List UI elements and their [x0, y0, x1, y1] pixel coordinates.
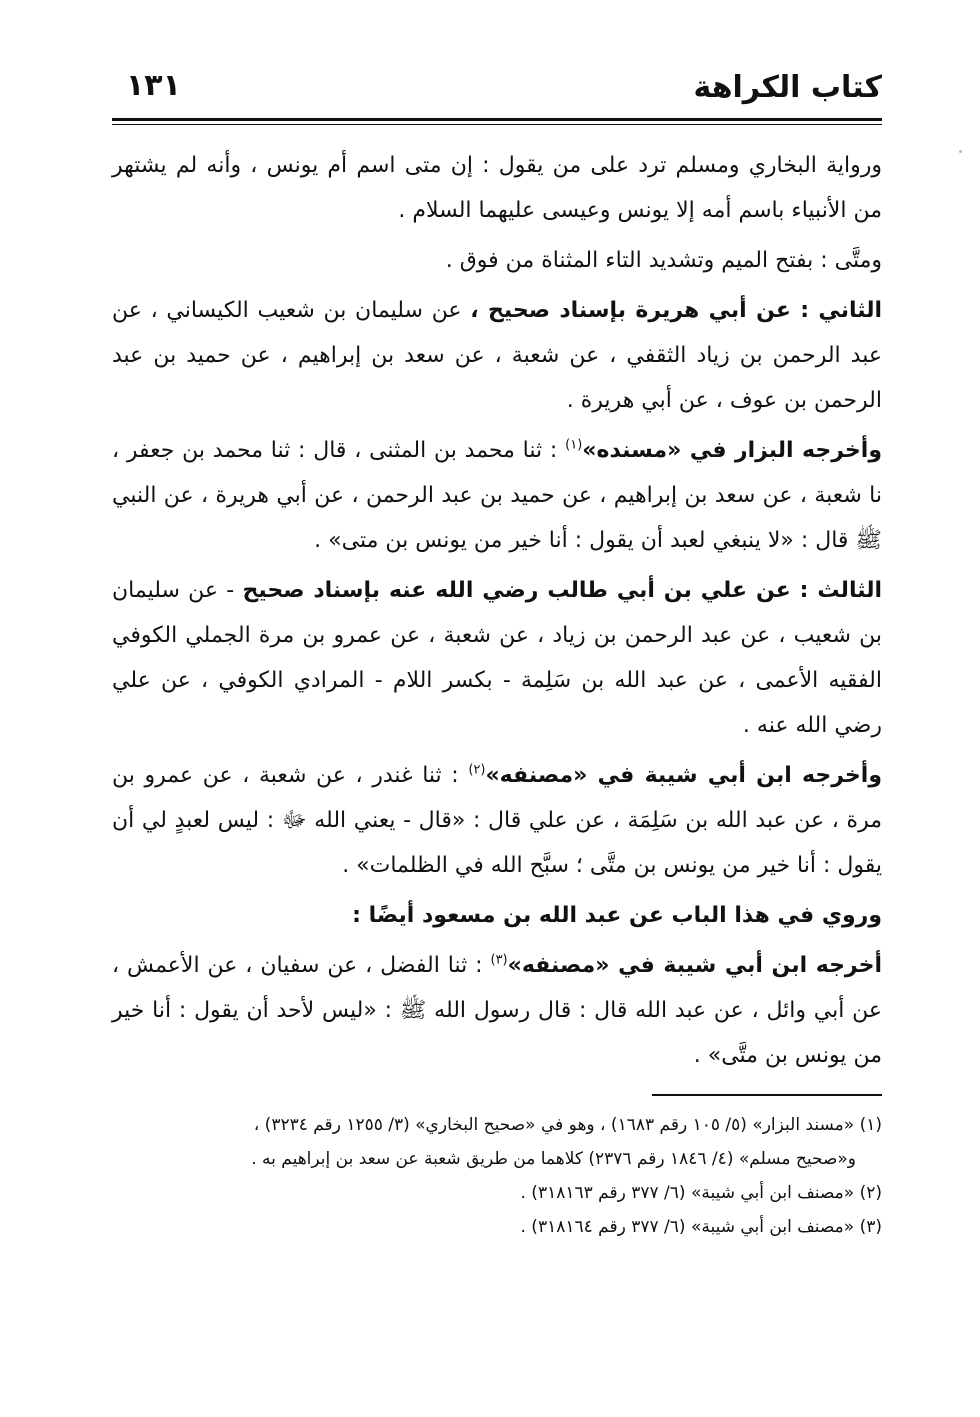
- paragraph-lead: أخرجه ابن أبي شيبة في «مصنفه»: [507, 953, 883, 978]
- paragraph-text: ومتَّى : بفتح الميم وتشديد التاء المثناة من فوق .: [445, 248, 882, 273]
- paragraph-8: [112, 943, 882, 1078]
- footnote-marker[interactable]: (٢): [468, 762, 486, 778]
- paragraph-7: [112, 893, 882, 938]
- footnote-1: (١) «مسند البزار» (٥/ ١٠٥ رقم ١٦٨٣) ، وهو في «صحيح البخاري» (٣/ ١٢٥٥ رقم ٣٢٣٤) ،: [253, 1115, 882, 1135]
- page-number: ١٣١: [126, 68, 181, 103]
- paragraph-lead: الثالث : عن علي بن أبي طالب رضي الله عنه بإسناد صحيح: [242, 578, 882, 603]
- paragraph-2: [112, 238, 882, 283]
- paragraph-lead: وأخرجه ابن أبي شيبة في «مصنفه»: [485, 763, 882, 788]
- paragraph-5: [112, 568, 882, 748]
- margin-speck: [959, 150, 962, 153]
- paragraph-1: [112, 143, 882, 233]
- footnote-marker[interactable]: (١): [565, 437, 583, 453]
- paragraph-text: - عن سليمان بن شعيب ، عن عبد الرحمن بن زياد ، عن شعبة ، عن عمرو بن مرة الجملي الكوفي الفقيه الأعمى ، عن عبد الله بن سَلِمة - بكسر اللام - المرادي الكوفي ، عن علي رضي الله عنه .: [112, 578, 882, 738]
- header-rule-thick: [112, 118, 882, 121]
- paragraph-text: عن سليمان بن شعيب الكيساني ، عن عبد الرحمن بن زياد الثقفي ، عن شعبة ، عن سعد بن إبراهيم ، عن حميد بن عبد الرحمن بن عوف ، عن أبي هريرة .: [112, 298, 882, 413]
- footnote-marker[interactable]: (٣): [490, 952, 508, 968]
- book-page: [112, 60, 882, 1244]
- footnotes: [112, 1108, 882, 1244]
- footnote-2: (٢) «مصنف ابن أبي شيبة» (٦/ ٣٧٧ رقم ٣١٨١٦٣) .: [520, 1183, 882, 1203]
- paragraph-3: [112, 288, 882, 423]
- paragraph-4: [112, 428, 882, 563]
- paragraph-text: : ثنا الفضل ، عن سفيان ، عن الأعمش ، عن أبي وائل ، عن عبد الله قال : قال رسول الله ﷺ : «ليس لأحد أن يقول : أنا خير من يونس بن متَّى» .: [112, 953, 882, 1068]
- footnote-1-continued: و«صحيح مسلم» (٤/ ١٨٤٦ رقم ٢٣٧٦) كلاهما من طريق شعبة عن سعد بن إبراهيم به .: [251, 1149, 856, 1169]
- running-header: [112, 60, 882, 118]
- paragraph-text: : ثنا محمد بن المثنى ، قال : ثنا محمد بن جعفر ، نا شعبة ، عن سعد بن إبراهيم ، عن حميد بن عبد الرحمن ، عن أبي هريرة ، عن النبي ﷺ قال : «لا ينبغي لعبد أن يقول : أنا خير من يونس بن متى» .: [112, 438, 882, 553]
- footnote-3: (٣) «مصنف ابن أبي شيبة» (٦/ ٣٧٧ رقم ٣١٨١٦٤) .: [520, 1217, 882, 1237]
- paragraph-text: : ثنا غندر ، عن شعبة ، عن عمرو بن مرة ، عن عبد الله بن سَلِمَة ، عن علي قال : «قال - يعني الله ﷻ : ليس لعبدٍ لي أن يقول : أنا خير من يونس بن متَّى ؛ سبَّح الله في الظلمات» .: [112, 763, 882, 878]
- paragraph-lead: وأخرجه البزار في «مسنده»: [582, 438, 882, 463]
- chapter-title: كتاب الكراهة: [693, 70, 882, 105]
- header-rule-thin: [112, 124, 882, 125]
- body-text: [112, 143, 882, 1078]
- paragraph-lead: وروي في هذا الباب عن عبد الله بن مسعود أيضًا :: [352, 903, 882, 928]
- paragraph-6: [112, 753, 882, 888]
- paragraph-lead: الثاني : عن أبي هريرة بإسناد صحيح ،: [470, 298, 882, 323]
- footnote-separator: [652, 1094, 882, 1096]
- paragraph-text: ورواية البخاري ومسلم ترد على من يقول : إن متى اسم أم يونس ، وأنه لم يشتهر من الأنبياء باسم أمه إلا يونس وعيسى عليهما السلام .: [112, 153, 882, 223]
